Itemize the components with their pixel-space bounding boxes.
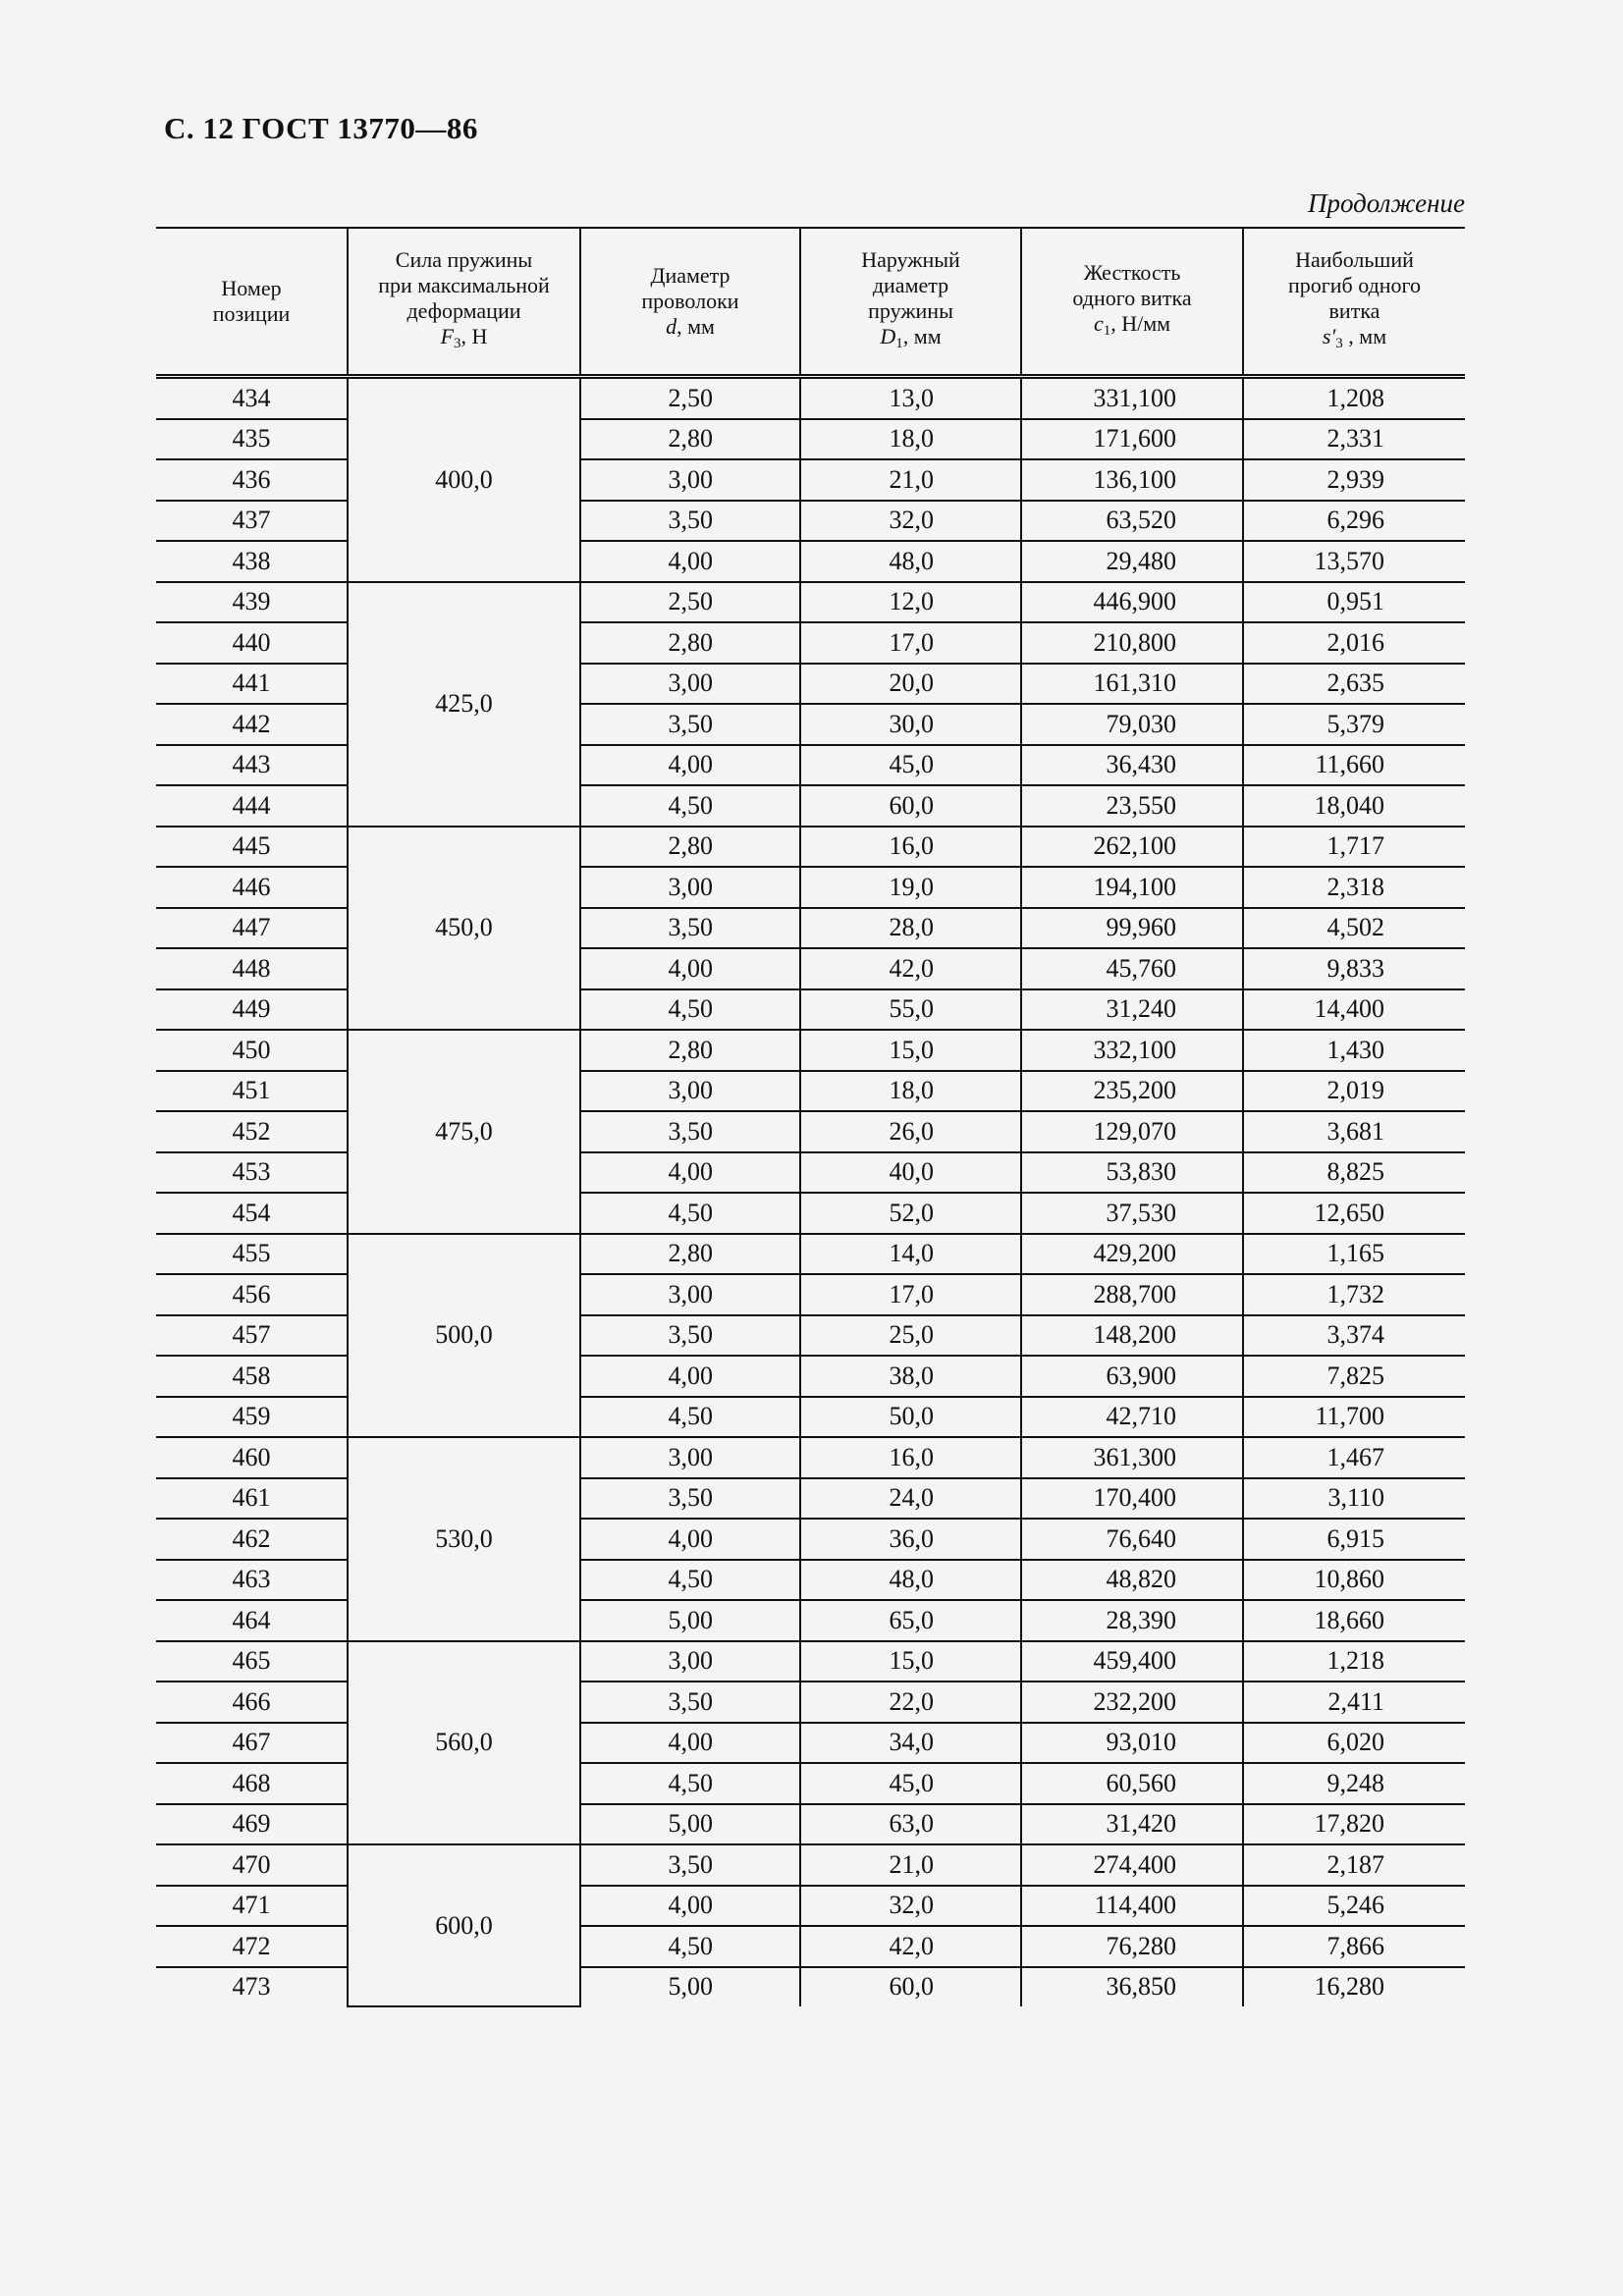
position-cell: 469: [156, 1804, 348, 1845]
position-cell: 465: [156, 1641, 348, 1682]
deflection-cell: 2,939: [1243, 459, 1465, 501]
stiffness-cell: 332,100: [1021, 1030, 1243, 1071]
wire-diameter-cell: 3,50: [580, 704, 800, 745]
deflection-cell: 2,331: [1243, 419, 1465, 460]
unit: , Н: [460, 323, 488, 348]
deflection-cell: 6,296: [1243, 501, 1465, 542]
wire-diameter-cell: 4,50: [580, 1763, 800, 1804]
wire-diameter-cell: 3,00: [580, 867, 800, 908]
wire-diameter-cell: 3,00: [580, 1071, 800, 1112]
table-row: [156, 1030, 1465, 1071]
position-cell: 470: [156, 1844, 348, 1886]
deflection-cell: 1,208: [1243, 377, 1465, 419]
stiffness-cell: 93,010: [1021, 1723, 1243, 1764]
spring-spec-table: [156, 227, 1465, 2007]
header-text: деформации: [406, 297, 521, 323]
stiffness-cell: 37,530: [1021, 1193, 1243, 1234]
wire-diameter-cell: 2,50: [580, 582, 800, 623]
header-text: Жесткость: [1083, 259, 1181, 285]
wire-diameter-cell: 4,00: [580, 745, 800, 786]
table-row: [156, 377, 1465, 419]
outer-diameter-cell: 17,0: [800, 1274, 1021, 1315]
position-cell: 451: [156, 1071, 348, 1112]
deflection-cell: 5,379: [1243, 704, 1465, 745]
header-text: витка: [1328, 297, 1380, 323]
header-wire-diameter: [580, 228, 800, 377]
position-cell: 459: [156, 1397, 348, 1438]
header-text: Сила пружины: [395, 246, 533, 272]
continuation-label: Продолжение: [1307, 188, 1465, 218]
wire-diameter-cell: 3,50: [580, 1682, 800, 1723]
deflection-cell: 2,411: [1243, 1682, 1465, 1723]
position-cell: 445: [156, 827, 348, 868]
unit: , мм: [902, 323, 942, 348]
outer-diameter-cell: 21,0: [800, 459, 1021, 501]
position-cell: 440: [156, 622, 348, 664]
deflection-cell: 1,218: [1243, 1641, 1465, 1682]
stiffness-cell: 446,900: [1021, 582, 1243, 623]
outer-diameter-cell: 22,0: [800, 1682, 1021, 1723]
header-outer-diameter: [800, 228, 1021, 377]
stiffness-cell: 76,640: [1021, 1519, 1243, 1560]
stiffness-cell: 210,800: [1021, 622, 1243, 664]
header-stiffness: [1021, 228, 1243, 377]
stiffness-cell: 262,100: [1021, 827, 1243, 868]
position-cell: 442: [156, 704, 348, 745]
force-cell: 560,0: [348, 1641, 580, 1845]
stiffness-cell: 28,390: [1021, 1600, 1243, 1641]
subscript: 1: [1103, 322, 1111, 339]
wire-diameter-cell: 3,00: [580, 664, 800, 705]
position-cell: 449: [156, 989, 348, 1031]
outer-diameter-cell: 48,0: [800, 541, 1021, 582]
subscript: 3: [454, 335, 461, 351]
force-cell: 400,0: [348, 377, 580, 582]
outer-diameter-cell: 18,0: [800, 419, 1021, 460]
position-cell: 464: [156, 1600, 348, 1641]
deflection-cell: 0,951: [1243, 582, 1465, 623]
wire-diameter-cell: 5,00: [580, 1804, 800, 1845]
header-text: прогиб одного: [1287, 272, 1422, 297]
outer-diameter-cell: 21,0: [800, 1844, 1021, 1886]
position-cell: 468: [156, 1763, 348, 1804]
outer-diameter-cell: 25,0: [800, 1315, 1021, 1357]
deflection-cell: 2,635: [1243, 664, 1465, 705]
position-cell: 452: [156, 1111, 348, 1152]
wire-diameter-cell: 4,50: [580, 1193, 800, 1234]
outer-diameter-cell: 13,0: [800, 377, 1021, 419]
stiffness-cell: 148,200: [1021, 1315, 1243, 1357]
header-text: Диаметр: [650, 263, 730, 288]
deflection-cell: 3,681: [1243, 1111, 1465, 1152]
deflection-cell: 1,165: [1243, 1234, 1465, 1275]
stiffness-cell: 361,300: [1021, 1437, 1243, 1478]
symbol: D: [880, 323, 896, 348]
wire-diameter-cell: 2,80: [580, 1030, 800, 1071]
outer-diameter-cell: 45,0: [800, 1763, 1021, 1804]
stiffness-cell: 31,240: [1021, 989, 1243, 1031]
unit: , мм: [1342, 323, 1387, 348]
wire-diameter-cell: 3,00: [580, 1274, 800, 1315]
outer-diameter-cell: 55,0: [800, 989, 1021, 1031]
wire-diameter-cell: 3,50: [580, 1111, 800, 1152]
stiffness-cell: 60,560: [1021, 1763, 1243, 1804]
deflection-cell: 9,248: [1243, 1763, 1465, 1804]
wire-diameter-cell: 4,00: [580, 1519, 800, 1560]
outer-diameter-cell: 34,0: [800, 1723, 1021, 1764]
wire-diameter-cell: 5,00: [580, 1967, 800, 2007]
table-row: [156, 1234, 1465, 1275]
wire-diameter-cell: 2,80: [580, 827, 800, 868]
position-cell: 435: [156, 419, 348, 460]
header-text: Наружный: [861, 246, 960, 272]
outer-diameter-cell: 42,0: [800, 1926, 1021, 1967]
position-cell: 447: [156, 908, 348, 949]
stiffness-cell: 99,960: [1021, 908, 1243, 949]
header-text: позиции: [212, 301, 291, 326]
header-text: Наибольший: [1295, 246, 1414, 272]
wire-diameter-cell: 4,50: [580, 1926, 800, 1967]
stiffness-cell: 36,430: [1021, 745, 1243, 786]
header-text: одного витка: [1072, 285, 1192, 310]
wire-diameter-cell: 4,00: [580, 541, 800, 582]
deflection-cell: 11,700: [1243, 1397, 1465, 1438]
position-cell: 455: [156, 1234, 348, 1275]
deflection-cell: 16,280: [1243, 1967, 1465, 2007]
deflection-cell: 2,016: [1243, 622, 1465, 664]
outer-diameter-cell: 40,0: [800, 1152, 1021, 1194]
deflection-cell: 2,318: [1243, 867, 1465, 908]
deflection-cell: 14,400: [1243, 989, 1465, 1031]
unit: , Н/мм: [1110, 310, 1171, 336]
deflection-cell: 1,467: [1243, 1437, 1465, 1478]
wire-diameter-cell: 2,80: [580, 622, 800, 664]
outer-diameter-cell: 52,0: [800, 1193, 1021, 1234]
symbol: d: [666, 314, 677, 339]
position-cell: 471: [156, 1886, 348, 1927]
position-cell: 472: [156, 1926, 348, 1967]
stiffness-cell: 63,520: [1021, 501, 1243, 542]
stiffness-cell: 31,420: [1021, 1804, 1243, 1845]
stiffness-cell: 331,100: [1021, 377, 1243, 419]
stiffness-cell: 48,820: [1021, 1560, 1243, 1601]
deflection-cell: 13,570: [1243, 541, 1465, 582]
deflection-cell: 2,187: [1243, 1844, 1465, 1886]
outer-diameter-cell: 60,0: [800, 785, 1021, 827]
position-cell: 444: [156, 785, 348, 827]
table-row: [156, 1641, 1465, 1682]
deflection-cell: 7,866: [1243, 1926, 1465, 1967]
position-cell: 456: [156, 1274, 348, 1315]
subscript: 1: [895, 335, 903, 351]
outer-diameter-cell: 50,0: [800, 1397, 1021, 1438]
wire-diameter-cell: 2,80: [580, 419, 800, 460]
outer-diameter-cell: 42,0: [800, 948, 1021, 989]
deflection-cell: 8,825: [1243, 1152, 1465, 1194]
outer-diameter-cell: 48,0: [800, 1560, 1021, 1601]
deflection-cell: 18,660: [1243, 1600, 1465, 1641]
stiffness-cell: 429,200: [1021, 1234, 1243, 1275]
outer-diameter-cell: 16,0: [800, 1437, 1021, 1478]
stiffness-cell: 274,400: [1021, 1844, 1243, 1886]
wire-diameter-cell: 3,50: [580, 1478, 800, 1520]
wire-diameter-cell: 5,00: [580, 1600, 800, 1641]
position-cell: 467: [156, 1723, 348, 1764]
position-cell: 462: [156, 1519, 348, 1560]
deflection-cell: 12,650: [1243, 1193, 1465, 1234]
wire-diameter-cell: 4,00: [580, 1886, 800, 1927]
symbol: c: [1093, 310, 1104, 336]
stiffness-cell: 53,830: [1021, 1152, 1243, 1194]
stiffness-cell: 161,310: [1021, 664, 1243, 705]
stiffness-cell: 288,700: [1021, 1274, 1243, 1315]
stiffness-cell: 42,710: [1021, 1397, 1243, 1438]
stiffness-cell: 235,200: [1021, 1071, 1243, 1112]
wire-diameter-cell: 3,00: [580, 1641, 800, 1682]
table-body: [156, 377, 1465, 2007]
position-cell: 446: [156, 867, 348, 908]
outer-diameter-cell: 32,0: [800, 501, 1021, 542]
wire-diameter-cell: 4,00: [580, 1723, 800, 1764]
table-row: [156, 582, 1465, 623]
wire-diameter-cell: 3,50: [580, 501, 800, 542]
symbol: s′: [1322, 323, 1336, 348]
stiffness-cell: 63,900: [1021, 1356, 1243, 1397]
position-cell: 463: [156, 1560, 348, 1601]
wire-diameter-cell: 3,50: [580, 1315, 800, 1357]
deflection-cell: 10,860: [1243, 1560, 1465, 1601]
unit: , мм: [676, 314, 715, 339]
outer-diameter-cell: 14,0: [800, 1234, 1021, 1275]
outer-diameter-cell: 28,0: [800, 908, 1021, 949]
outer-diameter-cell: 36,0: [800, 1519, 1021, 1560]
deflection-cell: 9,833: [1243, 948, 1465, 989]
outer-diameter-cell: 45,0: [800, 745, 1021, 786]
subscript: 3: [1335, 335, 1343, 351]
outer-diameter-cell: 63,0: [800, 1804, 1021, 1845]
deflection-cell: 3,374: [1243, 1315, 1465, 1357]
position-cell: 450: [156, 1030, 348, 1071]
position-cell: 448: [156, 948, 348, 989]
page-header: С. 12 ГОСТ 13770—86: [164, 111, 478, 145]
force-cell: 500,0: [348, 1234, 580, 1438]
stiffness-cell: 129,070: [1021, 1111, 1243, 1152]
stiffness-cell: 23,550: [1021, 785, 1243, 827]
stiffness-cell: 171,600: [1021, 419, 1243, 460]
outer-diameter-cell: 65,0: [800, 1600, 1021, 1641]
force-cell: 425,0: [348, 582, 580, 827]
wire-diameter-cell: 4,00: [580, 948, 800, 989]
position-cell: 461: [156, 1478, 348, 1520]
header-force: [348, 228, 580, 377]
deflection-cell: 17,820: [1243, 1804, 1465, 1845]
wire-diameter-cell: 3,00: [580, 1437, 800, 1478]
position-cell: 466: [156, 1682, 348, 1723]
wire-diameter-cell: 4,00: [580, 1356, 800, 1397]
position-cell: 441: [156, 664, 348, 705]
table-header-row: [156, 228, 1465, 377]
wire-diameter-cell: 2,80: [580, 1234, 800, 1275]
position-cell: 436: [156, 459, 348, 501]
table-row: [156, 827, 1465, 868]
header-text: пружины: [868, 297, 953, 323]
deflection-cell: 7,825: [1243, 1356, 1465, 1397]
deflection-cell: 4,502: [1243, 908, 1465, 949]
header-text: Номер: [221, 276, 282, 300]
wire-diameter-cell: 4,50: [580, 1560, 800, 1601]
outer-diameter-cell: 17,0: [800, 622, 1021, 664]
outer-diameter-cell: 12,0: [800, 582, 1021, 623]
force-cell: 600,0: [348, 1844, 580, 2006]
header-text: при максимальной: [378, 272, 550, 297]
stiffness-cell: 114,400: [1021, 1886, 1243, 1927]
outer-diameter-cell: 15,0: [800, 1641, 1021, 1682]
position-cell: 443: [156, 745, 348, 786]
outer-diameter-cell: 16,0: [800, 827, 1021, 868]
outer-diameter-cell: 19,0: [800, 867, 1021, 908]
outer-diameter-cell: 38,0: [800, 1356, 1021, 1397]
outer-diameter-cell: 15,0: [800, 1030, 1021, 1071]
position-cell: 453: [156, 1152, 348, 1194]
wire-diameter-cell: 4,50: [580, 785, 800, 827]
stiffness-cell: 232,200: [1021, 1682, 1243, 1723]
outer-diameter-cell: 60,0: [800, 1967, 1021, 2007]
force-cell: 475,0: [348, 1030, 580, 1234]
position-cell: 457: [156, 1315, 348, 1357]
outer-diameter-cell: 24,0: [800, 1478, 1021, 1520]
stiffness-cell: 45,760: [1021, 948, 1243, 989]
stiffness-cell: 29,480: [1021, 541, 1243, 582]
deflection-cell: 1,430: [1243, 1030, 1465, 1071]
position-cell: 460: [156, 1437, 348, 1478]
stiffness-cell: 76,280: [1021, 1926, 1243, 1967]
stiffness-cell: 136,100: [1021, 459, 1243, 501]
deflection-cell: 3,110: [1243, 1478, 1465, 1520]
deflection-cell: 1,732: [1243, 1274, 1465, 1315]
stiffness-cell: 170,400: [1021, 1478, 1243, 1520]
position-cell: 434: [156, 377, 348, 419]
position-cell: 437: [156, 501, 348, 542]
symbol: F: [440, 323, 455, 348]
deflection-cell: 1,717: [1243, 827, 1465, 868]
deflection-cell: 6,020: [1243, 1723, 1465, 1764]
deflection-cell: 11,660: [1243, 745, 1465, 786]
outer-diameter-cell: 18,0: [800, 1071, 1021, 1112]
position-cell: 454: [156, 1193, 348, 1234]
deflection-cell: 5,246: [1243, 1886, 1465, 1927]
outer-diameter-cell: 32,0: [800, 1886, 1021, 1927]
position-cell: 438: [156, 541, 348, 582]
stiffness-cell: 79,030: [1021, 704, 1243, 745]
table-row: [156, 1437, 1465, 1478]
wire-diameter-cell: 4,00: [580, 1152, 800, 1194]
table-row: [156, 1844, 1465, 1886]
deflection-cell: 2,019: [1243, 1071, 1465, 1112]
position-cell: 439: [156, 582, 348, 623]
stiffness-cell: 459,400: [1021, 1641, 1243, 1682]
wire-diameter-cell: 2,50: [580, 377, 800, 419]
wire-diameter-cell: 3,50: [580, 908, 800, 949]
deflection-cell: 6,915: [1243, 1519, 1465, 1560]
force-cell: 530,0: [348, 1437, 580, 1641]
wire-diameter-cell: 4,50: [580, 989, 800, 1031]
position-cell: 458: [156, 1356, 348, 1397]
outer-diameter-cell: 26,0: [800, 1111, 1021, 1152]
outer-diameter-cell: 20,0: [800, 664, 1021, 705]
force-cell: 450,0: [348, 827, 580, 1031]
header-text: проволоки: [641, 289, 739, 313]
stiffness-cell: 194,100: [1021, 867, 1243, 908]
stiffness-cell: 36,850: [1021, 1967, 1243, 2007]
header-position: [156, 228, 348, 377]
wire-diameter-cell: 4,50: [580, 1397, 800, 1438]
position-cell: 473: [232, 1972, 271, 2002]
wire-diameter-cell: 3,50: [580, 1844, 800, 1886]
deflection-cell: 18,040: [1243, 785, 1465, 827]
wire-diameter-cell: 3,00: [580, 459, 800, 501]
header-max-deflection: [1243, 228, 1465, 377]
header-text: диаметр: [872, 272, 949, 297]
outer-diameter-cell: 30,0: [800, 704, 1021, 745]
